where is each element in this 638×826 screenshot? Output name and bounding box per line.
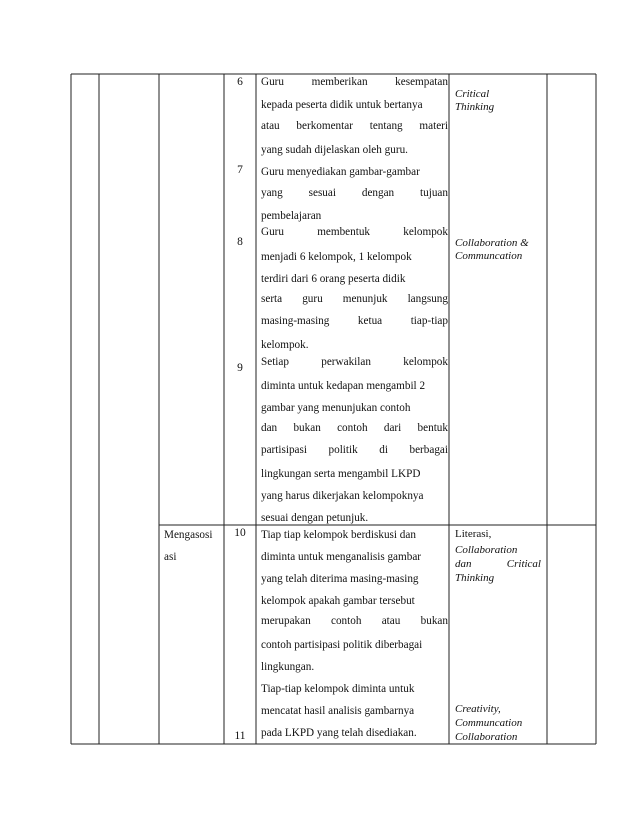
- word: materi: [419, 120, 448, 132]
- word: bukan: [293, 422, 321, 434]
- text-line: yang sudah dijelaskan oleh guru.: [261, 144, 408, 156]
- text-line: lingkungan serta mengambil LKPD: [261, 468, 421, 480]
- skill-label: Collaboration: [455, 731, 518, 743]
- text-line: mencatat hasil analisis gambarnya: [261, 705, 415, 717]
- word: politik: [328, 444, 358, 456]
- word: perwakilan: [321, 356, 371, 368]
- justified-line: [261, 444, 448, 456]
- word: kelompok: [403, 356, 448, 368]
- step-line: [261, 120, 448, 132]
- text-line: sesuai dengan petunjuk.: [261, 512, 369, 524]
- word: berbagai: [409, 444, 448, 456]
- word: sesuai: [308, 187, 336, 199]
- text-line: diminta untuk kedapan mengambil 2: [261, 380, 426, 392]
- step-line: [261, 356, 448, 368]
- word: memberikan: [311, 76, 368, 88]
- step-number: 11: [234, 730, 246, 742]
- text-line: pembelajaran: [261, 210, 322, 222]
- step-number: 6: [237, 76, 243, 88]
- justified-line: [261, 356, 448, 368]
- text-line: terdiri dari 6 orang peserta didik: [261, 273, 406, 285]
- text-line: menjadi 6 kelompok, 1 kelompok: [261, 251, 412, 263]
- word: dan: [261, 422, 278, 434]
- step-line: [261, 615, 448, 627]
- word: yang: [261, 187, 283, 199]
- stage-label: Mengasosi: [164, 529, 213, 541]
- text-line: Tiap tiap kelompok berdiskusi dan: [261, 529, 416, 541]
- justified-line: [261, 76, 448, 88]
- skill-label: Thinking: [455, 101, 495, 113]
- word: merupakan: [261, 615, 311, 627]
- stage-label: asi: [164, 551, 177, 563]
- word: bentuk: [417, 422, 448, 434]
- step-number: 10: [234, 527, 246, 539]
- text-line: contoh partisipasi politik diberbagai: [261, 639, 423, 651]
- step-number: 9: [237, 362, 243, 374]
- skill-label: Critical: [455, 88, 490, 100]
- word: Guru: [261, 226, 284, 238]
- justified-line: [261, 422, 448, 434]
- word: contoh: [337, 422, 368, 434]
- skill-label: Literasi,: [455, 528, 492, 540]
- skill-label: Communcation: [455, 717, 523, 729]
- text-line: lingkungan.: [261, 661, 315, 673]
- word: membentuk: [317, 226, 371, 238]
- justified-line: [261, 615, 448, 627]
- justified-line: [261, 187, 448, 199]
- step-line: [261, 293, 448, 305]
- word: tiap-tiap: [410, 315, 448, 327]
- step-line: [261, 226, 448, 238]
- word: di: [379, 444, 388, 456]
- skill-label: Communcation: [455, 250, 523, 262]
- step-number: 8: [237, 236, 243, 248]
- word: dan: [455, 558, 472, 570]
- text-line: kelompok apakah gambar tersebut: [261, 595, 415, 607]
- text-line: Tiap-tiap kelompok diminta untuk: [261, 683, 415, 695]
- word: serta: [261, 293, 283, 305]
- text-line: yang telah diterima masing-masing: [261, 573, 419, 585]
- word: kesempatan: [395, 76, 448, 88]
- word: menunjuk: [342, 293, 388, 305]
- word: dari: [383, 422, 402, 434]
- text-line: gambar yang menunjukan contoh: [261, 402, 411, 414]
- word: masing-masing: [261, 315, 330, 327]
- step-line: [261, 315, 448, 327]
- skill-label: Creativity,: [455, 703, 501, 715]
- step-number: 7: [237, 164, 243, 176]
- word: langsung: [407, 293, 448, 305]
- word: ketua: [357, 315, 383, 327]
- word: tentang: [369, 120, 403, 132]
- word: guru: [302, 293, 323, 305]
- word: atau: [381, 615, 401, 627]
- skill-label: Collaboration &: [455, 237, 529, 249]
- step-line: [261, 187, 448, 199]
- text-line: kepada peserta didik untuk bertanya: [261, 99, 423, 111]
- word: bukan: [420, 615, 448, 627]
- word: Critical: [506, 558, 541, 570]
- word: dengan: [361, 187, 395, 199]
- skill-label: Thinking: [455, 572, 495, 584]
- justified-line: [261, 315, 448, 327]
- text-line: Guru menyediakan gambar-gambar: [261, 166, 420, 178]
- justified-line: [261, 120, 448, 132]
- skill-label: Collaboration: [455, 544, 518, 556]
- word: Guru: [261, 76, 284, 88]
- justified-line: [261, 293, 448, 305]
- word: atau: [261, 120, 280, 132]
- step-line: [261, 422, 448, 434]
- text-line: diminta untuk menganalisis gambar: [261, 551, 422, 563]
- text-line: yang harus dikerjakan kelompoknya: [261, 490, 424, 502]
- word: kelompok: [403, 226, 448, 238]
- word: Setiap: [261, 356, 289, 368]
- word: tujuan: [420, 187, 448, 199]
- skill-label-justified: [455, 558, 541, 571]
- word: contoh: [330, 615, 362, 627]
- step-line: [261, 444, 448, 456]
- word: partisipasi: [261, 444, 307, 456]
- word: berkomentar: [296, 120, 353, 132]
- text-line: kelompok.: [261, 339, 309, 351]
- text-line: pada LKPD yang telah disediakan.: [261, 727, 417, 739]
- justified-line: [261, 226, 448, 238]
